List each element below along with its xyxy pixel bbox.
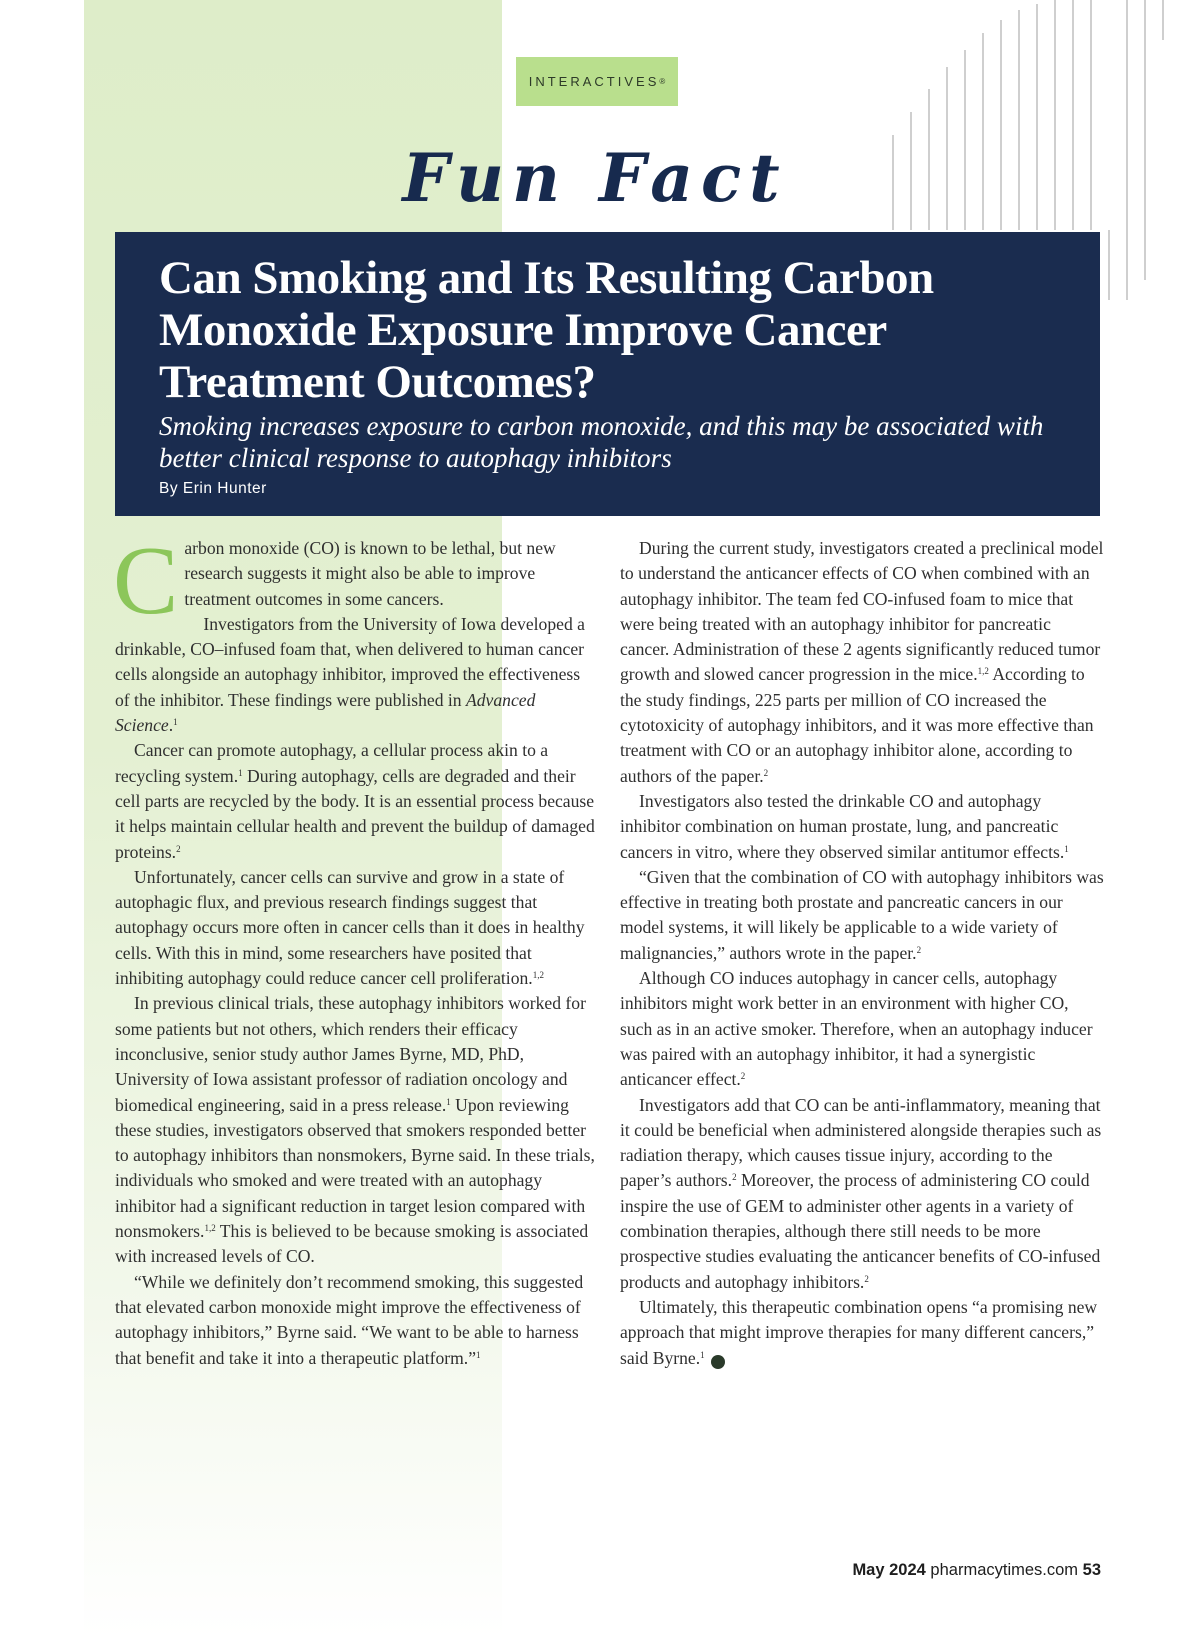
page-footer (852, 1561, 1101, 1580)
section-badge (516, 57, 678, 106)
reference: 2 (916, 944, 922, 955)
registered-mark: ® (659, 77, 666, 86)
reference: 2 (740, 1071, 746, 1082)
issue-date: May 2024 (852, 1561, 926, 1579)
body-column-right (620, 536, 1104, 1371)
headline-line: Can Smoking and Its Resulting Carbon (159, 252, 934, 304)
drop-cap: C (113, 527, 179, 635)
reference: 1 (238, 767, 243, 778)
headline-line: Monoxide Exposure Improve Cancer (159, 304, 887, 356)
paragraph: Carbon monoxide (CO) is known to be lethal, but new research suggests it might also be able to improve treatment outcomes in some cancers. (113, 527, 556, 635)
body-column-left (113, 527, 599, 1371)
paragraph: Cancer can promote autophagy, a cellular process akin to a recycling system.$^1$ During autophagy, cells are degraded and their cell parts are recycled by the body. It is an essential process because it helps maintain cellular health and prevent the buildup of damaged proteins.$^2$ (115, 740, 595, 862)
paragraph: Investigators also tested the drinkable CO and autophagy inhibitor combination on human prostate, lung, and pancreatic cancers in vitro, where they observed similar antitumor effects.$^1$ (620, 790, 1069, 862)
reference: 1,2 (532, 970, 544, 981)
deck: Smoking increases exposure to carbon monoxide, and this may be associated with better clinical response to autophagy inhibitors (159, 411, 1044, 473)
site-name: pharmacytimes.com (930, 1561, 1079, 1579)
end-mark-icon: P (711, 1355, 725, 1369)
reference: 1 (476, 1349, 481, 1360)
article-header (115, 232, 1100, 516)
reference: 1 (173, 717, 178, 728)
section-badge-label: INTERACTIVES (528, 74, 660, 89)
page-number: 53 (1082, 1561, 1101, 1579)
paragraph: “While we definitely don’t recommend smoking, this suggested that elevated carbon monoxide might improve the effectiveness of autophagy inhibitors,” Byrne said. “We want to be able to harness that benefit and take it into a therapeutic platform.”$^1$ (115, 1271, 584, 1368)
byline: By Erin Hunter (159, 480, 267, 497)
headline (159, 252, 1060, 408)
reference: 2 (864, 1273, 869, 1284)
paragraph: Investigators add that CO can be anti-inflammatory, meaning that it could be beneficial when administered alongside therapies such as radiation therapy, which causes tissue injury, according to the paper’s authors.$^2$ Moreover, the process of administering CO could inspire the use of GEM to administer other agents in a variety of combination therapies, although there still needs to be more prospective studies evaluating the anticancer benefits of CO-infused products and autophagy inhibitors.$^2$ (620, 1094, 1102, 1292)
reference: 1 (1064, 843, 1069, 854)
paragraph: Although CO induces autophagy in cancer cells, autophagy inhibitors might work better in an environment with higher CO, such as in an active smoker. Therefore, when an autophagy inducer was paired with an autophagy inhibitor, it had a synergistic anticancer effect.$^2$ (620, 968, 1093, 1090)
journal-name: Advanced Science (115, 689, 536, 736)
reference: 2 (732, 1172, 737, 1183)
reference: 1 (446, 1096, 451, 1107)
reference: 1,2 (977, 666, 989, 677)
reference: 2 (176, 843, 181, 854)
paragraph: Ultimately, this therapeutic combination opens “a promising new approach that might improve therapies for many different cancers,” said Byrne.$^1$P (620, 1296, 1098, 1368)
paragraph: “Given that the combination of CO with autophagy inhibitors was effective in treating both prostate and pancreatic cancers in our model systems, it will likely be applicable to a wide variety of malignancies,” authors wrote in the paper.$^2$ (620, 866, 1104, 963)
reference: 1 (700, 1349, 705, 1360)
paragraph: In previous clinical trials, these autophagy inhibitors worked for some patients but not others, which renders their efficacy inconclusive, senior study author James Byrne, MD, PhD, University of Iowa assistant professor of radiation oncology and biomedical engineering, said in a press release.$^1$ Upon reviewing these studies, investigators observed that smokers responded better to autophagy inhibitors than nonsmokers, Byrne said. In these trials, individuals who smoked and were treated with an autophagy inhibitor had a significant reduction in target lesion compared with nonsmokers.$^{1,2}$ This is believed to be because smoking is associated with increased levels of CO. (115, 993, 595, 1267)
paragraph: Investigators from the University of Iowa developed a drinkable, CO–infused foam that, when delivered to human cancer cells alongside an autophagy inhibitor, improved the effectiveness of the inhibitor. These findings were published in Advanced Science.$^1$ (115, 613, 585, 736)
reference: 1,2 (204, 1223, 216, 1234)
section-title: Fun Fact (402, 139, 788, 217)
paragraph: Unfortunately, cancer cells can survive and grow in a state of autophagic flux, and previous research findings suggest that autophagy occurs more often in cancer cells than it does in healthy cells. With this in mind, some researchers have posited that inhibiting autophagy could reduce cancer cell proliferation.$^{1,2}$ (115, 866, 585, 989)
headline-line: Treatment Outcomes? (159, 356, 596, 408)
paragraph: During the current study, investigators created a preclinical model to understand the anticancer effects of CO when combined with an autophagy inhibitor. The team fed CO-infused foam to mice that were being treated with an autophagy inhibitor for pancreatic cancer. Administration of these 2 agents significantly reduced tumor growth and slowed cancer progression in the mice.$^{1,2}$ According to the study findings, 225 parts per million of CO increased the cytotoxicity of autophagy inhibitors, and it was more effective than treatment with CO or an autophagy inhibitor alone, according to authors of the paper.$^2$ (620, 538, 1104, 786)
reference: 2 (763, 767, 769, 778)
